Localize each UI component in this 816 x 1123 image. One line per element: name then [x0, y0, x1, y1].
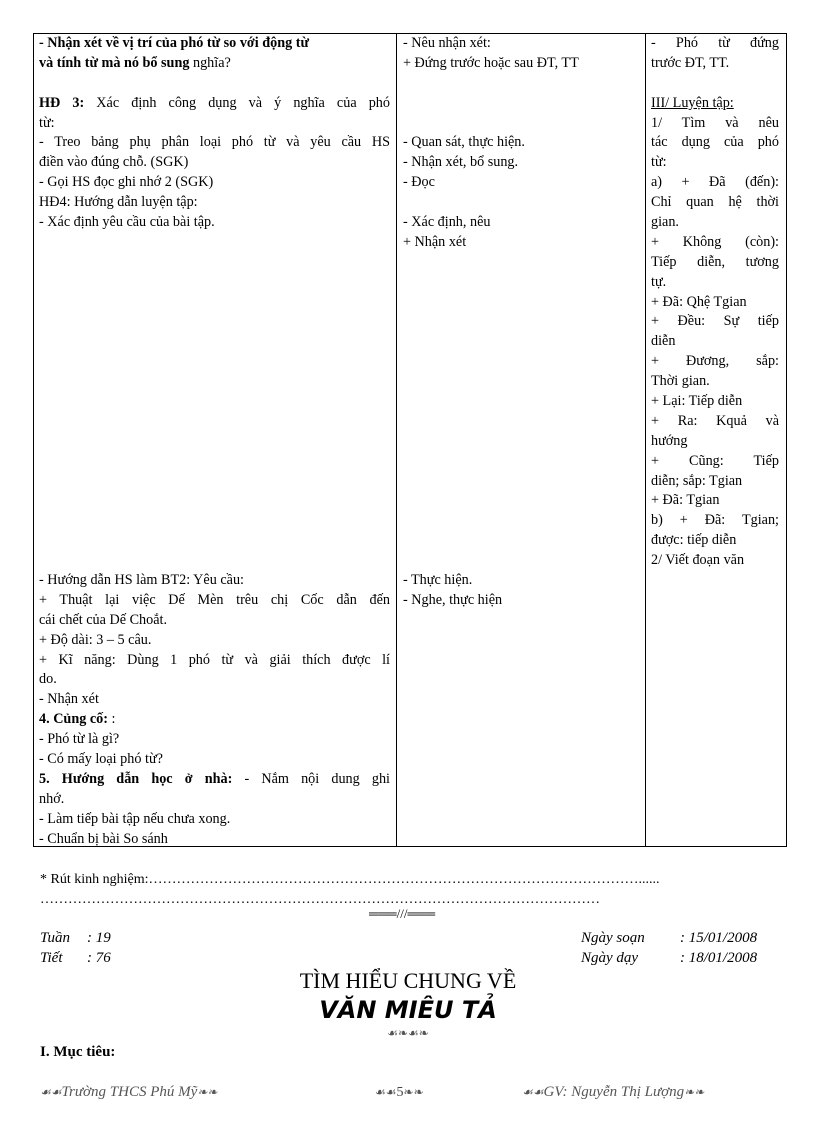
teacher-name: GV: Nguyễn Thị Lượng [543, 1084, 685, 1100]
ornament-icon: ❧❧ [684, 1085, 705, 1099]
student-activities-column-continued [403, 571, 639, 611]
text-line: - Thực hiện. [403, 572, 473, 588]
experience-label: * Rút kinh nghiệm: [40, 872, 149, 887]
text-line: - Nhận xét về vị trí của phó từ so với động từ [39, 35, 310, 51]
bold-text: 5. Hướng dẫn học ở nhà: [39, 770, 233, 787]
teach-date-label: Ngày dạy [581, 950, 639, 966]
title-ornament-icon: ☙❧☙❧ [387, 1026, 429, 1040]
week-value: : 19 [87, 930, 111, 946]
text-line: hướng [651, 432, 688, 449]
text-line: + Nhận xét [403, 233, 467, 250]
ornament-icon: ❧❧ [197, 1085, 218, 1099]
footer-page [375, 1084, 424, 1101]
footer-school [40, 1084, 217, 1101]
blank-line [403, 193, 639, 213]
text-line: gian. [651, 214, 679, 231]
text-line [39, 770, 390, 790]
text-line: + Cũng: Tiếp [651, 452, 779, 469]
text-line: diễn; sắp: Tgian [651, 472, 743, 489]
text: : [107, 711, 116, 728]
text-line: - Xác định, nêu [403, 214, 491, 231]
week-label: Tuần [40, 930, 71, 946]
blank-line [403, 94, 639, 114]
text-line: Tiếp diễn, tương [651, 253, 779, 270]
text: - Nắm nội dung ghi [232, 770, 390, 787]
text-line: - Nghe, thực hiện [403, 591, 503, 608]
text-line [39, 54, 390, 74]
title-line-1: TÌM HIỂU CHUNG VỀ [299, 968, 517, 993]
student-activities-column [403, 34, 639, 253]
text-line: do. [39, 671, 57, 688]
text-line: + Đương, sắp: [651, 353, 779, 370]
column-divider [396, 34, 397, 846]
text-line: nhớ. [39, 790, 65, 807]
experience-line [40, 872, 660, 888]
separator: ═══///═══ [369, 906, 436, 921]
text-line: - Nêu nhận xét: [403, 35, 491, 51]
text-line: + Đều: Sự tiếp [651, 313, 779, 330]
prep-date-label: Ngày soạn [581, 930, 645, 946]
period-value: : 76 [87, 950, 111, 966]
text-line: + Độ dài: 3 – 5 câu. [39, 631, 152, 648]
text-line: 2/ Viết đoạn văn [651, 552, 745, 569]
experience-dots: ……………………………………………………………………………………………...... [148, 872, 660, 887]
school-name: Trường THCS Phú Mỹ [61, 1084, 198, 1100]
text-line: + Kĩ năng: Dùng 1 phó từ và giải thích được lí [39, 651, 390, 668]
text-line: - Có mấy loại phó từ? [39, 751, 163, 768]
bold-text: và tính từ mà nó bổ sung [39, 54, 190, 71]
ornament-icon: ☙☙ [40, 1085, 62, 1099]
bold-text: HĐ 3: [39, 94, 85, 111]
text-line: + Đã: Qhệ Tgian [651, 293, 747, 310]
text-line: - Quan sát, thực hiện. [403, 134, 525, 151]
teach-date-value: : 18/01/2008 [680, 950, 758, 966]
text-line: điền vào đúng chỗ. (SGK) [39, 154, 189, 171]
text-line: - Xác định yêu cầu của bài tập. [39, 214, 215, 231]
text-line: - Đọc [403, 174, 435, 191]
text-line: b) + Đã: Tgian; [651, 512, 779, 529]
text-line: - Làm tiếp bài tập nếu chưa xong. [39, 810, 231, 827]
blank-line [403, 74, 639, 94]
content-column [651, 34, 779, 571]
bold-text: 4. Củng cố: [39, 711, 108, 728]
text-line: - Phó từ là gì? [39, 731, 120, 748]
text-line: + Lại: Tiếp diễn [651, 393, 743, 410]
text-line: - Nhận xét [39, 691, 99, 708]
section-heading: I. Mục tiêu: [40, 1044, 116, 1060]
text-line: - Nhận xét, bổ sung. [403, 154, 519, 171]
text-line: + Đứng trước hoặc sau ĐT, TT [403, 54, 579, 71]
prep-date-value: : 15/01/2008 [680, 930, 758, 946]
lesson-table [33, 33, 787, 847]
footer-teacher [522, 1084, 704, 1101]
column-divider [645, 34, 646, 846]
text: Xác định công dụng và ý nghĩa của phó [84, 94, 390, 111]
text-line: Thời gian. [651, 373, 710, 390]
ornament-icon: ☙☙ [375, 1085, 397, 1099]
text-line: - Phó từ đứng [651, 35, 779, 51]
text-line: - Treo bảng phụ phân loại phó từ và yêu cầu HS [39, 134, 390, 151]
title-line-2: VĂN MIÊU TẢ [319, 996, 497, 1024]
text-line: trước ĐT, TT. [651, 54, 730, 71]
text-line: được: tiếp diễn [651, 532, 737, 549]
teacher-activities-column [39, 34, 390, 233]
text-line: + Ra: Kquả và [651, 412, 779, 429]
text-line [39, 710, 390, 730]
period-label: Tiết [40, 950, 63, 966]
blank-line [651, 74, 779, 94]
text-line: Chỉ quan hệ thời [651, 194, 779, 211]
text-line: tự. [651, 273, 667, 290]
text-line: III/ Luyện tập: [651, 94, 734, 111]
teacher-activities-column-continued [39, 571, 390, 849]
text-line: + Không (còn): [651, 233, 779, 250]
text-line: từ: [651, 154, 667, 171]
text-line: tác dụng của phó [651, 134, 779, 151]
text-line [39, 94, 390, 114]
experience-dots-line: ………………………………………………………………………………………………………… [40, 892, 600, 907]
page-number: 5 [396, 1085, 404, 1100]
text-line: - Chuẩn bị bài So sánh [39, 830, 168, 847]
text: nghĩa? [189, 54, 231, 71]
blank-line [39, 74, 390, 94]
text-line: cái chết của Dế Choắt. [39, 611, 168, 628]
text-line: - Gọi HS đọc ghi nhớ 2 (SGK) [39, 174, 214, 191]
text-line: a) + Đã (đến): [651, 174, 779, 191]
text-line: + Thuật lại việc Dế Mèn trêu chị Cốc dẫn đến [39, 591, 390, 608]
text-line: diễn [651, 333, 676, 350]
ornament-icon: ❧❧ [403, 1085, 424, 1099]
text-line: + Đã: Tgian [651, 492, 720, 509]
text-line: từ: [39, 114, 55, 131]
text-line: 1/ Tìm và nêu [651, 114, 779, 131]
text-line: HĐ4: Hướng dẫn luyện tập: [39, 194, 198, 211]
ornament-icon: ☙☙ [522, 1085, 544, 1099]
text-line: - Hướng dẫn HS làm BT2: Yêu cầu: [39, 572, 244, 588]
blank-line [403, 114, 639, 134]
